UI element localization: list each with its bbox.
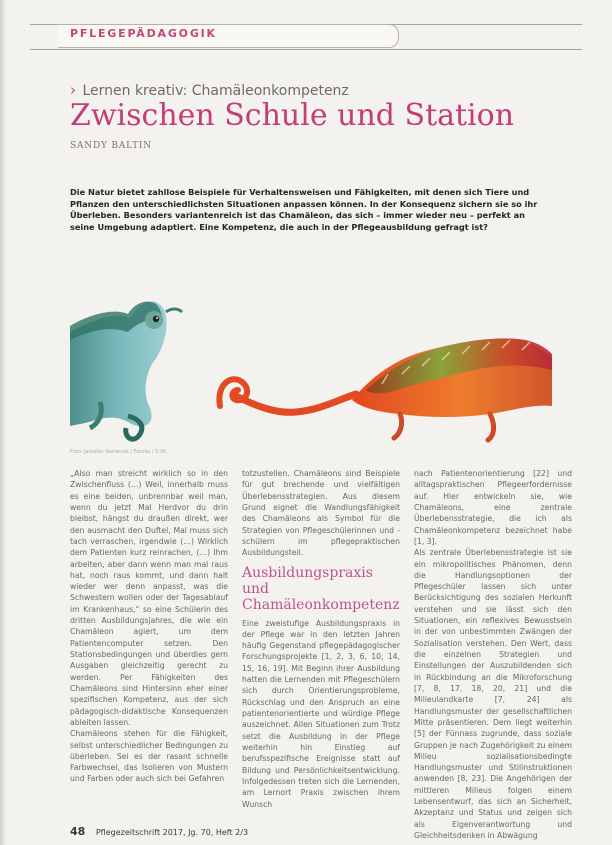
body-column-1 — [70, 468, 228, 785]
body-column-2 — [242, 468, 400, 810]
section-label: PFLEGEPÄDAGOGIK — [70, 27, 217, 40]
chameleon-photo — [70, 288, 552, 448]
body-paragraph: Als zentrale Überlebensstrategie ist sie ein mikropolitisches Phänomen, denn die Handlungsoptionen der Pflegeschüler lassen sich unter Berücksichtigung des sozialen Herkunft verstehen und sie lässt sich den Situationen, ein reflexives Bewusstsein in der von unbestimmten Zwängen der Sozialisation verstehen. Den Wert, dass die einzelnen Strategien und Einstellungen der Auszubildenden sich in Rückbindung an die Mikroforschung [7, 8, 17, 18, 20, 21] und die Milieulandkarte [7, 24] als Handlungsmuster der gesellschaftlichen Mitte präsentieren. Dem liegt weiterhin [5] der Fünnass zugrunde, dass soziale Gruppen je nach Zugehörigkeit zu einem Milieu sozialisationsbedingte Handlungsmuster und Stilinstruktionen anwenden [8, 23]. Die Angehörigen der mittleren Milieus folgen einem Lebensentwurf, das sich an Sicherheit, Akzeptanz und Status und zeigen sich als Eigenverantwortung und Gleichheitsdenken in Abwägung — [414, 548, 572, 840]
kicker-text: Lernen kreativ: Chamäleonkompetenz — [82, 83, 349, 99]
page-number: 48 — [70, 825, 86, 838]
section-heading: Ausbildungspraxis und Chamäleonkompetenz — [242, 564, 400, 613]
page-footer — [70, 825, 248, 838]
body-paragraph: „Also man streicht wirklich so in den Zwischenfluss (…) Weil, innerhalb muss es eine beiden, unbrennbar weil man, wenn du jetzt Mal Herdvor du drin bleibst, hängst du draußen direkt, wer den ausmacht den Duftel, Mal muss sich tach verraschen, irgendwie (…) Wirklich dem Patienten kurz reinrachen, (…) Ihm arbeiten, aber dann wenn man mal raus hat, noch raus kommt, und dann halt wieder wer denn anpasst, was die Schwestern wollen oder der Tagesablauf im Krankenhaus,“ so eine Schülerin des dritten Ausbildungsjahres, die wie ein Chamäleon agiert, um dem Patientencomputer setzen. Den Stationsbedingungen und überdies gern Ausgaben gleichzeitig gerecht zu werden. Per Fähigkeiten des Chamäleons sind Hintersinn eher einer spezifischen Kompetenz, aus der sich pädagogisch-didaktische Konsequenzen ableiten lassen. — [70, 469, 228, 727]
chevron-right-icon: › — [70, 81, 76, 99]
author-byline: SANDY BALTIN — [70, 141, 152, 151]
body-paragraph: Eine zweistufige Ausbildungspraxis in der Pflege war in den letzten Jahren häufig Gegenstand pflegepädagogischer Forschungsprojekte [1, 2, 3, 6, 10, 14, 15, 16, 19]. Mit Beginn ihrer Ausbildung hatten die Lernenden mit Pflegeschülern sich durch Orientierungsprobleme, Rückschlag und den Anspruch an eine patientenorientierte und würdige Pflege auszeichnet. Allen Situationen zum Trotz setzt die Ausbildung in der Pflege weiterhin hin Einstieg auf berufsspezifische Ereignisse statt auf Bildung und Persönlichkeitsentwicklung. Infolgedessen treten sich die Lernenden, am Lernort Praxis zwischen ihrem Wunsch — [242, 618, 400, 809]
body-paragraph: Chamäleons stehen für die Fähigkeit, selbst unterschiedlicher Bedingungen zu überleben. Sei es der rasant schnelle Farbwechsel, das Isolieren von Mustern und Farben oder auch sich bei Gefahren — [70, 729, 228, 784]
body-column-3 — [414, 468, 572, 841]
article-title: Zwischen Schule und Station — [70, 98, 515, 133]
body-paragraph: totzustellen. Chamäleons sind Beispiele für gut brechende und vielfältigen Überlebensstrategien. Aus diesem Grund eignet die Wandlungsfähigkeit des Chamäleons als Symbol für die Strategien von Pflegeschülerinnen und -schülern im pflegepraktischen Ausbildungsteil. — [242, 469, 400, 558]
body-paragraph: nach Patientenorientierung [22] und alltagspraktischen Pflegeerfordernisse auf. Hier entwickeln sie, wie Chamäleons, eine zentrale Überlebensstrategie, die ich als Chamäleonkompetenz bezeichnet habe [1, 3]. — [414, 469, 572, 546]
lead-paragraph: Die Natur bietet zahllose Beispiele für Verhaltensweisen und Fähigkeiten, mit denen sich Tiere und Pflanzen den unterschiedlichsten Situationen anpassen können. In der Konsequenz sichern sie so ihr Überleben. Besonders variantenreich ist das Chamäleon, das sich – immer wieder neu – perfekt an seine Umgebung adaptiert. Eine Kompetenz, die auch in der Pflegeausbildung gefragt ist? — [70, 187, 538, 232]
journal-citation: Pflegezeitschrift 2017, Jg. 70, Heft 2/3 — [95, 828, 249, 837]
article-kicker — [70, 81, 349, 99]
photo-credit: Foto: Jaroslav Nemecek / Fotolia / S.Vk. — [70, 449, 168, 455]
